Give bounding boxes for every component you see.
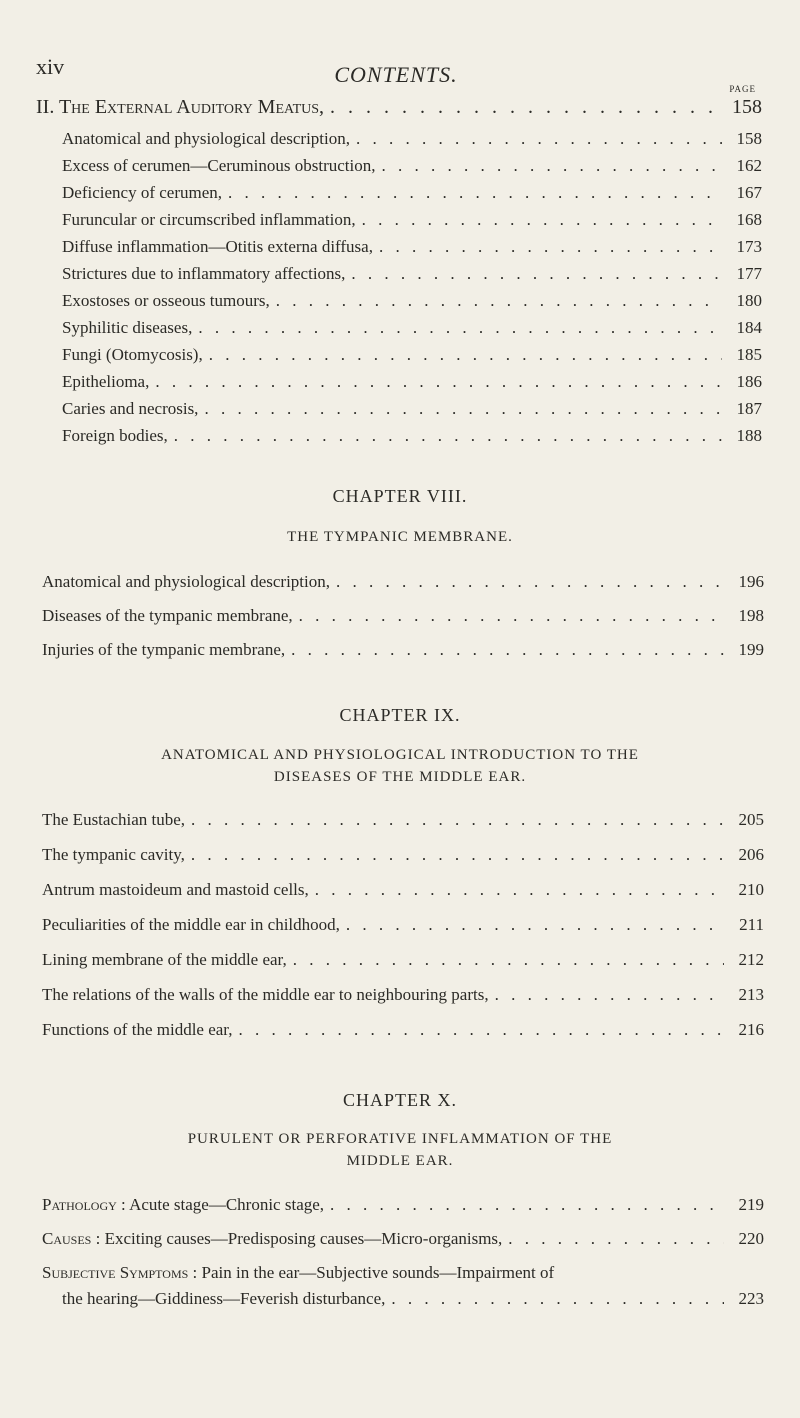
- chapter-x-heading: CHAPTER X.: [342, 1090, 457, 1110]
- toc-entry: The Eustachian tube, . . . 205: [42, 808, 764, 832]
- chapter-x-subtitle-line2: MIDDLE EAR.: [346, 1153, 454, 1169]
- toc-entry: Excess of cerumen—Ceruminous obstruction, . . . 162: [62, 154, 762, 178]
- section-ii-title: II. The External Auditory Meatus,: [36, 96, 325, 118]
- toc-entry: Exostoses or osseous tumours, . . . 180: [62, 289, 762, 313]
- running-title: CONTENTS.: [334, 62, 458, 87]
- chapter-ix-subtitle-line1: ANATOMICAL AND PHYSIOLOGICAL INTRODUCTION TO THE: [161, 747, 639, 763]
- toc-entry: Fungi (Otomycosis), . . . 185: [62, 343, 762, 367]
- toc-entry: Diseases of the tympanic membrane, . . . 198: [42, 604, 764, 628]
- section-ii-page: 158: [732, 96, 762, 118]
- chapter-viii-heading: CHAPTER VIII.: [332, 486, 468, 506]
- page-number: xiv: [36, 54, 65, 79]
- toc-entry: Furuncular or circumscribed inflammation, . . . 168: [62, 208, 762, 232]
- toc-entry: Syphilitic diseases, . . . 184: [62, 316, 762, 340]
- chapter-x-subtitle-line1: PURULENT OR PERFORATIVE INFLAMMATION OF THE: [187, 1131, 613, 1147]
- toc-entry: Diffuse inflammation—Otitis externa diffusa, . . . 173: [62, 235, 762, 259]
- toc-entry: Peculiarities of the middle ear in childhood, . . . 211: [42, 913, 764, 937]
- toc-entry-line1: Subjective Symptoms : Pain in the ear—Subjective sounds—Impairment of: [42, 1263, 555, 1282]
- toc-entry: Antrum mastoideum and mastoid cells, . . . 210: [42, 878, 764, 902]
- toc-entry: Foreign bodies, . . . 188: [62, 424, 762, 448]
- leader-dots: [324, 96, 722, 119]
- section-ii-title-row: [36, 96, 762, 119]
- toc-entry: The relations of the walls of the middle ear to neighbouring parts, . . . 213: [42, 983, 764, 1007]
- toc-entry: Epithelioma, . . . 186: [62, 370, 762, 394]
- page-column-label: PAGE: [729, 84, 756, 94]
- toc-entry: Anatomical and physiological description, . . . 158: [62, 127, 762, 151]
- entry-label: Subjective Symptoms: [42, 1263, 189, 1282]
- entry-label: Causes: [42, 1229, 92, 1248]
- toc-entry: Pathology : Acute stage—Chronic stage, . . . 219: [42, 1193, 764, 1217]
- entry-label: Pathology: [42, 1195, 117, 1214]
- toc-entry: Caries and necrosis, . . . 187: [62, 397, 762, 421]
- toc-entry-line2: the hearing—Giddiness—Feverish disturbance, . . . 223: [62, 1287, 764, 1311]
- toc-entry: Deficiency of cerumen, . . . 167: [62, 181, 762, 205]
- toc-entry: Anatomical and physiological description, . . . 196: [42, 570, 764, 594]
- toc-entry: Strictures due to inflammatory affections, . . . 177: [62, 262, 762, 286]
- chapter-viii-subtitle: THE TYMPANIC MEMBRANE.: [287, 529, 513, 545]
- page-header: [36, 54, 756, 94]
- toc-entry: The tympanic cavity, . . . 206: [42, 843, 764, 867]
- toc-entry: Causes : Exciting causes—Predisposing causes—Micro-organisms, . . . 220: [42, 1227, 764, 1251]
- toc-entry: Injuries of the tympanic membrane, . . . 199: [42, 638, 764, 662]
- chapter-ix-subtitle-line2: DISEASES OF THE MIDDLE EAR.: [273, 769, 527, 785]
- toc-entry: Functions of the middle ear, . . . 216: [42, 1018, 764, 1042]
- toc-entry: Lining membrane of the middle ear, . . . 212: [42, 948, 764, 972]
- chapter-ix-heading: CHAPTER IX.: [339, 705, 461, 725]
